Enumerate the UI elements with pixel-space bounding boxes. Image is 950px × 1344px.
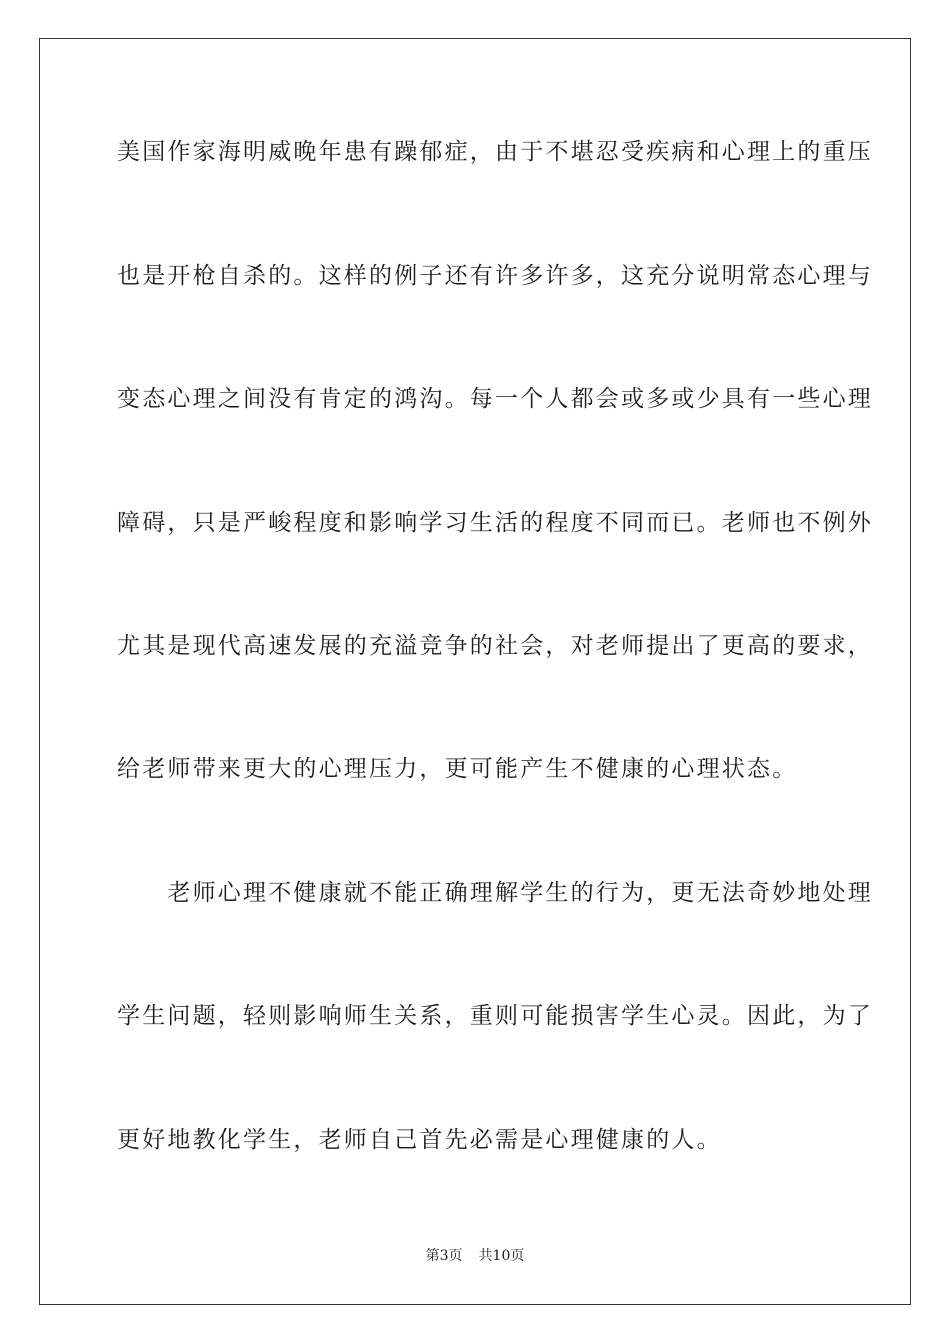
page-footer [0, 1246, 950, 1266]
paragraph-line: 尤其是现代高速发展的充溢竞争的社会，对老师提出了更高的要求， [117, 633, 873, 659]
paragraph-line: 美国作家海明威晚年患有躁郁症，由于不堪忍受疾病和心理上的重压 [117, 139, 873, 165]
page-border [39, 38, 911, 1305]
paragraph-line: 给老师带来更大的心理压力，更可能产生不健康的心理状态。 [117, 756, 798, 782]
page-number: 第3页 [425, 1248, 463, 1264]
paragraph-line: 学生问题，轻则影响师生关系，重则可能损害学生心灵。因此，为了 [117, 1003, 873, 1029]
paragraph-line: 障碍，只是严峻程度和影响学习生活的程度不同而已。老师也不例外 [117, 510, 873, 536]
paragraph-line: 也是开枪自杀的。这样的例子还有许多许多，这充分说明常态心理与 [117, 263, 873, 289]
paragraph-line: 变态心理之间没有肯定的鸿沟。每一个人都会或多或少具有一些心理 [117, 386, 873, 412]
paragraph-line: 老师心理不健康就不能正确理解学生的行为，更无法奇妙地处理 [117, 880, 873, 906]
paragraph-line: 更好地教化学生，老师自己首先必需是心理健康的人。 [117, 1127, 722, 1153]
page-total: 共10页 [478, 1248, 525, 1264]
